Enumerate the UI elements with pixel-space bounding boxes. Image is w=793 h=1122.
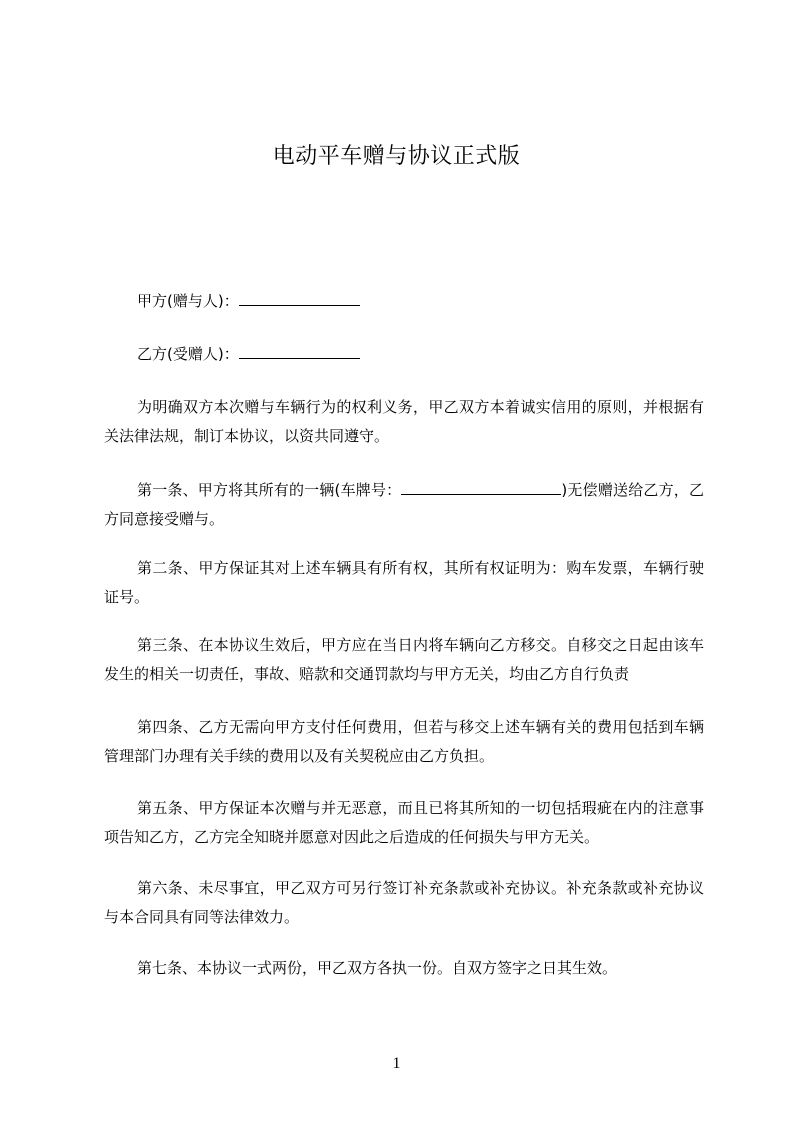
article-3-paragraph: 第三条、在本协议生效后，甲方应在当日内将车辆向乙方移交。自移交之日起由该车发生的相关一切责任，事故、赔款和交通罚款均与甲方无关，均由乙方自行负责 — [104, 636, 704, 683]
article-5-paragraph: 第五条、甲方保证本次赠与并无恶意，而且已将其所知的一切包括瑕疵在内的注意事项告知乙方，乙方完全知晓并愿意对因此之后造成的任何损失与甲方无关。 — [104, 799, 704, 846]
party-b-label: 乙方(受赠人)： — [137, 345, 239, 363]
article-4-paragraph: 第四条、乙方无需向甲方支付任何费用，但若与移交上述车辆有关的费用包括到车辆管理部门办理有关手续的费用以及有关契税应由乙方负担。 — [104, 718, 704, 765]
party-a-field — [137, 291, 360, 311]
party-b-field — [137, 344, 360, 364]
preamble-paragraph: 为明确双方本次赠与车辆行为的权利义务，甲乙双方本着诚实信用的原则，并根据有关法律法规，制订本协议，以资共同遵守。 — [104, 398, 704, 445]
article-1-text-before: 第一条、甲方将其所有的一辆(车牌号： — [137, 481, 402, 499]
party-a-blank — [239, 291, 360, 306]
article-6-paragraph: 第六条、未尽事宜，甲乙双方可另行签订补充条款或补充协议。补充条款或补充协议与本合同具有同等法律效力。 — [104, 879, 704, 926]
party-a-label: 甲方(赠与人)： — [137, 292, 239, 310]
article-2-paragraph: 第二条、甲方保证其对上述车辆具有所有权，其所有权证明为：购车发票，车辆行驶证号。 — [104, 559, 704, 606]
page-number: 1 — [392, 1055, 401, 1072]
article-1-paragraph — [104, 476, 704, 534]
party-b-blank — [239, 344, 360, 359]
document-title: 电动平车赠与协议正式版 — [272, 144, 521, 169]
article-1-text-after: )无偿赠送给乙方，乙方同意接受赠与。 — [104, 481, 704, 528]
license-plate-blank — [401, 480, 561, 495]
article-7-paragraph: 第七条、本协议一式两份，甲乙双方各执一份。自双方签字之日其生效。 — [137, 959, 618, 977]
